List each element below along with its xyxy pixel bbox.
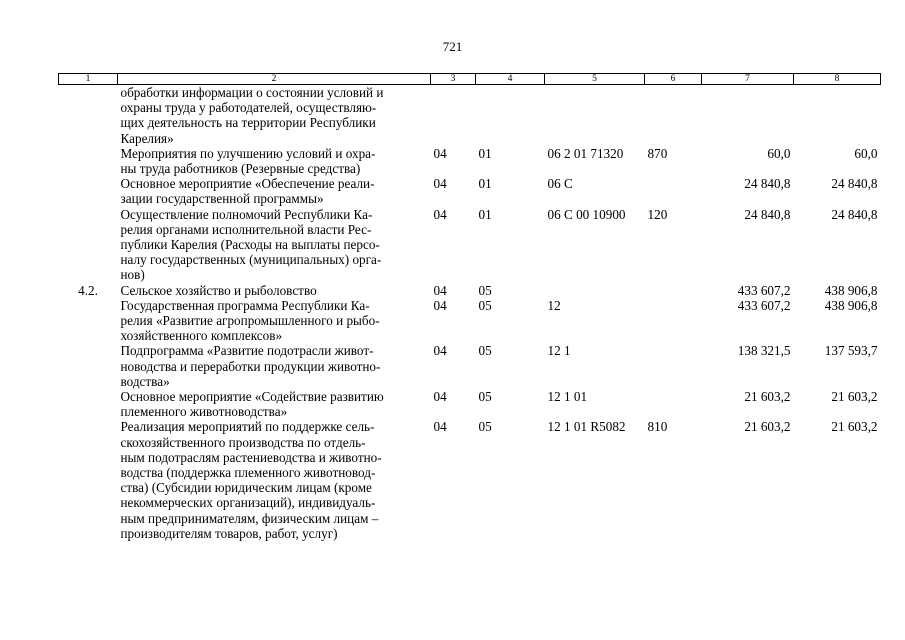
section-code: 04	[433, 343, 447, 359]
row-name-line: новодства и переработки продукции животно-	[120, 358, 381, 374]
row-name-line: Осуществление полномочий Республики Ка-	[120, 206, 373, 222]
row-name-line: ства) (Субсидии юридическим лицам (кроме	[120, 480, 372, 496]
row-name-line: племенного животноводства»	[120, 404, 288, 420]
row-number	[59, 389, 118, 419]
table-body	[59, 85, 881, 542]
row-name-line: ным предпринимателям, физическим лицам –	[120, 510, 379, 526]
row-name-line: нов)	[120, 267, 145, 283]
amount-year-2: 137 593,7	[824, 343, 878, 359]
target-article-code: 06 С	[547, 176, 573, 192]
expense-type-code: 870	[647, 145, 668, 161]
amount-year-1: 433 607,2	[737, 297, 791, 313]
expense-type-code	[645, 176, 702, 206]
budget-table	[58, 73, 881, 541]
section-code	[431, 85, 476, 146]
table-row	[59, 298, 881, 344]
row-name-line: Карелия»	[120, 130, 174, 146]
row-number	[59, 298, 118, 344]
amount-year-2: 438 906,8	[824, 297, 878, 313]
subsection-code: 05	[478, 297, 492, 313]
column-header: 4	[476, 74, 545, 85]
table-header	[59, 74, 881, 85]
amount-year-1: 60,0	[767, 145, 791, 161]
target-article-code: 12	[547, 297, 561, 313]
row-name	[118, 176, 431, 206]
subsection-code: 05	[478, 343, 492, 359]
target-article-code: 12 1 01 R5082	[547, 419, 626, 435]
target-article-code: 12 1	[547, 343, 571, 359]
expense-type-code: 120	[647, 206, 668, 222]
row-name-line: охраны труда у работодателей, осуществляю-	[120, 100, 377, 116]
page-number: 721	[442, 39, 463, 54]
row-name	[118, 419, 431, 541]
subsection-code: 01	[478, 206, 492, 222]
table-row	[59, 207, 881, 283]
row-name-line: хозяйственного комплексов»	[120, 328, 283, 344]
table-row	[59, 343, 881, 389]
column-header: 3	[431, 74, 476, 85]
row-name-line: Сельское хозяйство и рыболовство	[120, 282, 317, 298]
column-header: 5	[545, 74, 645, 85]
subsection-code	[476, 85, 545, 146]
column-header: 2	[118, 74, 431, 85]
target-article-code: 12 1 01	[547, 389, 588, 405]
row-number: 4.2.	[78, 282, 98, 298]
row-name-line: щих деятельность на территории Республики	[120, 115, 376, 131]
subsection-code: 05	[478, 389, 492, 405]
row-name-line: Подпрограмма «Развитие подотрасли живот-	[120, 343, 374, 359]
amount-year-1: 24 840,8	[744, 206, 791, 222]
target-article-code: 06 С 00 10900	[547, 206, 626, 222]
amount-year-2	[794, 85, 881, 146]
row-name	[118, 85, 431, 146]
row-name-line: обработки информации о состоянии условий и	[120, 85, 384, 100]
section-code: 04	[433, 419, 447, 435]
table-row	[59, 176, 881, 206]
row-name-line: Реализация мероприятий по поддержке сель-	[120, 419, 375, 435]
expense-type-code: 810	[647, 419, 668, 435]
row-name	[118, 343, 431, 389]
row-name-line: публики Карелия (Расходы на выплаты персо-	[120, 237, 380, 253]
amount-year-1: 21 603,2	[744, 389, 791, 405]
subsection-code: 05	[478, 282, 492, 298]
amount-year-2: 60,0	[854, 145, 878, 161]
row-number	[59, 85, 118, 146]
row-name	[118, 146, 431, 176]
table-row	[59, 283, 881, 298]
table-row	[59, 419, 881, 541]
amount-year-1: 138 321,5	[737, 343, 791, 359]
target-article-code: 06 2 01 71320	[547, 145, 624, 161]
row-name-line: водства (поддержка племенного животновод-	[120, 465, 376, 481]
row-number	[59, 176, 118, 206]
row-name-line: ным подотраслям растениеводства и животно-	[120, 449, 382, 465]
amount-year-2: 21 603,2	[831, 389, 878, 405]
header-row	[59, 74, 881, 85]
expense-type-code	[645, 389, 702, 419]
row-name	[118, 389, 431, 419]
column-header: 7	[702, 74, 794, 85]
amount-year-1: 433 607,2	[737, 282, 791, 298]
expense-type-code	[645, 298, 702, 344]
table-row	[59, 85, 881, 146]
column-header: 6	[645, 74, 702, 85]
row-number	[59, 419, 118, 541]
subsection-code: 01	[478, 176, 492, 192]
row-name-line: релия «Развитие агропромышленного и рыбо-	[120, 313, 380, 329]
expense-type-code	[645, 343, 702, 389]
section-code: 04	[433, 206, 447, 222]
expense-type-code	[645, 283, 702, 298]
amount-year-2: 21 603,2	[831, 419, 878, 435]
row-name-line: ны труда работников (Резервные средства)	[120, 161, 361, 177]
row-name-line: релия органами исполнительной власти Рес-	[120, 221, 372, 237]
row-name-line: зации государственной программы»	[120, 191, 324, 207]
amount-year-2: 438 906,8	[824, 282, 878, 298]
amount-year-1: 21 603,2	[744, 419, 791, 435]
row-name-line: Государственная программа Республики Ка-	[120, 297, 370, 313]
row-name-line: Мероприятия по улучшению условий и охра-	[120, 145, 376, 161]
table-row	[59, 389, 881, 419]
section-code: 04	[433, 282, 447, 298]
section-code: 04	[433, 145, 447, 161]
column-header: 1	[59, 74, 118, 85]
section-code: 04	[433, 297, 447, 313]
row-name	[118, 298, 431, 344]
section-code: 04	[433, 176, 447, 192]
row-name-line: водства»	[120, 373, 170, 389]
row-number	[59, 343, 118, 389]
row-name-line: производителям товаров, работ, услуг)	[120, 525, 338, 541]
expense-type-code	[645, 85, 702, 146]
row-name	[118, 283, 431, 298]
column-header: 8	[794, 74, 881, 85]
row-number	[59, 207, 118, 283]
target-article-code	[545, 85, 645, 146]
row-number	[59, 146, 118, 176]
row-name-line: налу государственных (муниципальных) орга-	[120, 252, 382, 268]
table-row	[59, 146, 881, 176]
amount-year-1: 24 840,8	[744, 176, 791, 192]
row-name	[118, 207, 431, 283]
subsection-code: 05	[478, 419, 492, 435]
section-code: 04	[433, 389, 447, 405]
amount-year-2: 24 840,8	[831, 176, 878, 192]
target-article-code	[545, 283, 645, 298]
row-name-line: Основное мероприятие «Содействие развитию	[120, 389, 384, 405]
amount-year-1	[702, 85, 794, 146]
row-name-line: некоммерческих организаций), индивидуаль-	[120, 495, 376, 511]
row-name-line: Основное мероприятие «Обеспечение реали-	[120, 176, 375, 192]
row-name-line: скохозяйственного производства по отдель-	[120, 434, 366, 450]
subsection-code: 01	[478, 145, 492, 161]
amount-year-2: 24 840,8	[831, 206, 878, 222]
